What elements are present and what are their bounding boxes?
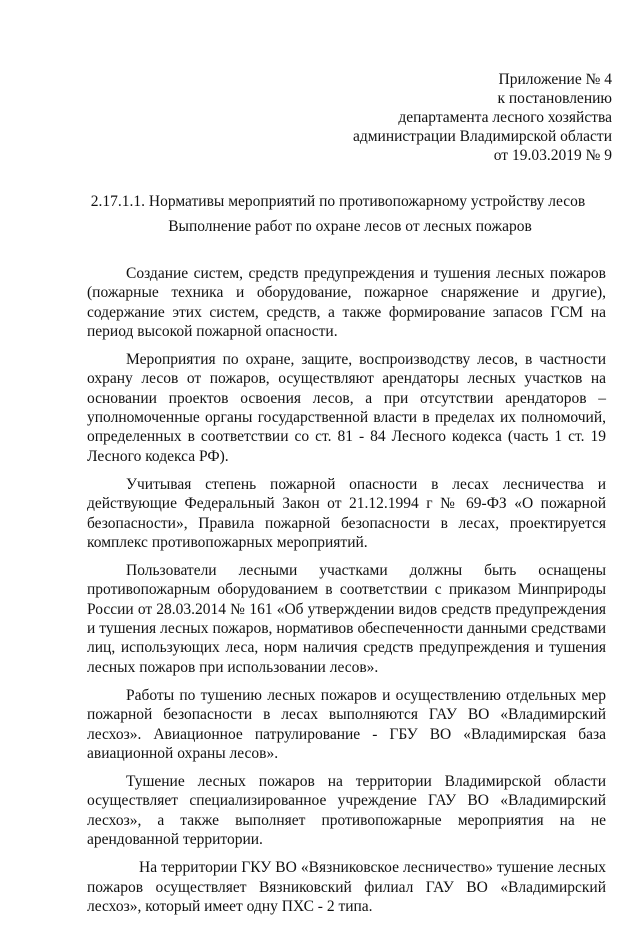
paragraph: Учитывая степень пожарной опасности в лесах лесничества и действующие Федеральный Закон от 21.12.1994 г № 69-ФЗ «О пожарной безопасности», Правила пожарной безопасности в лесах, проектируется комплекс противопожарных мероприятий. xyxy=(87,475,606,551)
appendix-line: Приложение № 4 xyxy=(498,71,612,88)
appendix-line: к постановлению xyxy=(497,90,612,107)
paragraph: Пользователи лесными участками должны быть оснащены противопожарным оборудованием в соответствии с приказом Минприроды России от 28.03.2014 № 161 «Об утверждении видов средств предупреждения и тушения лесных пожаров, нормативов обеспеченности данными средствами лиц, использующих леса, норм наличия средств предупреждения и тушения лесных пожаров при использовании лесов». xyxy=(87,562,606,676)
appendix-line: от 19.03.2019 № 9 xyxy=(493,147,612,164)
section-title: 2.17.1.1. Нормативы мероприятий по противопожарному устройству лесов xyxy=(90,193,586,210)
appendix-line: департамента лесного хозяйства xyxy=(398,109,612,126)
document-body xyxy=(87,264,606,925)
paragraph: Работы по тушению лесных пожаров и осуществлению отдельных мер пожарной безопасности в лесах выполняются ГАУ ВО «Владимирский лесхоз». Авиационное патрулирование - ГБУ ВО «Владимирская база авиационной охраны лесов». xyxy=(87,686,606,762)
paragraph: Тушение лесных пожаров на территории Владимирской области осуществляет специализированное учреждение ГАУ ВО «Владимирский лесхоз», а также выполняет противопожарные мероприятия на не арендованной территории. xyxy=(87,773,606,849)
appendix-header xyxy=(353,70,612,165)
paragraph: На территории ГКУ ВО «Вязниковское лесничество» тушение лесных пожаров осуществляет Вязниковский филиал ГАУ ВО «Владимирский лесхоз», который имеет одну ПХС - 2 типа. xyxy=(87,859,606,915)
appendix-line: администрации Владимирской области xyxy=(352,128,612,145)
section-subtitle: Выполнение работ по охране лесов от лесных пожаров xyxy=(168,218,532,235)
paragraph: Мероприятия по охране, защите, воспроизводству лесов, в частности охрану лесов от пожаров, осуществляют арендаторы лесных участков на основании проектов освоения лесов, а при отсутствии арендаторов – уполномоченные органы государственной власти в пределах их полномочий, определенных в соответствии со ст. 81 - 84 Лесного кодекса (часть 1 ст. 19 Лесного кодекса РФ). xyxy=(87,351,606,465)
paragraph: Создание систем, средств предупреждения и тушения лесных пожаров (пожарные техника и оборудование, пожарное снаряжение и другие), содержание этих систем, средств, а также формирование запасов ГСМ на период высокой пожарной опасности. xyxy=(87,265,606,340)
